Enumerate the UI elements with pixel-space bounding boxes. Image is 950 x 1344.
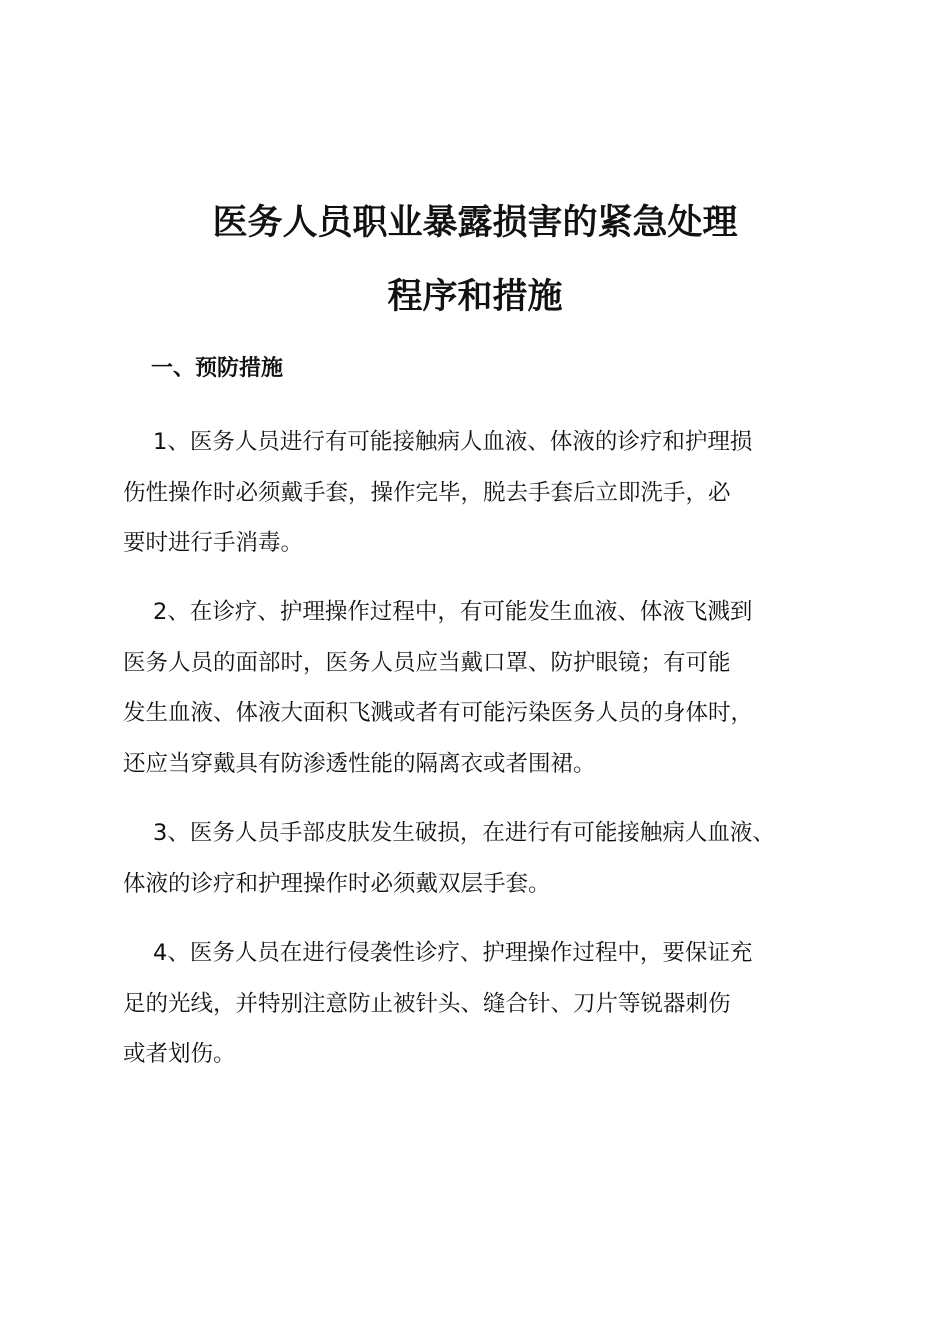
paragraph-3-line-1: 3、医务人员手部皮肤发生破损，在进行有可能接触病人血液、	[153, 820, 775, 846]
paragraph-2-line-4: 还应当穿戴具有防渗透性能的隔离衣或者围裙。	[123, 750, 596, 777]
paragraph-1-line-1: 1、医务人员进行有可能接触病人血液、体液的诊疗和护理损	[153, 429, 753, 455]
paragraph-4-line-3: 或者划伤。	[123, 1041, 236, 1067]
paragraph-4-line-1: 4、医务人员在进行侵袭性诊疗、护理操作过程中，要保证充	[153, 940, 753, 966]
section-heading-prevention: 一、预防措施	[151, 356, 284, 381]
paragraph-2	[123, 587, 839, 789]
paragraph-1	[123, 417, 839, 569]
paragraph-3	[123, 808, 839, 909]
paragraph-2-line-1: 2、在诊疗、护理操作过程中，有可能发生血液、体液飞溅到	[153, 599, 753, 625]
paragraph-2-line-2: 医务人员的面部时，医务人员应当戴口罩、防护眼镜；有可能	[123, 649, 731, 676]
paragraph-4-line-2: 足的光线，并特别注意防止被针头、缝合针、刀片等锐器刺伤	[123, 990, 731, 1017]
paragraph-4	[123, 928, 839, 1080]
paragraph-3-line-2: 体液的诊疗和护理操作时必须戴双层手套。	[123, 870, 551, 897]
document-title-line-2: 程序和措施	[387, 276, 563, 317]
paragraph-2-line-3: 发生血液、体液大面积飞溅或者有可能污染医务人员的身体时，	[123, 700, 754, 726]
paragraph-1-line-2: 伤性操作时必须戴手套，操作完毕，脱去手套后立即洗手，必	[123, 479, 731, 506]
document-title-line-1: 医务人员职业暴露损害的紧急处理	[212, 202, 738, 243]
paragraph-1-line-3: 要时进行手消毒。	[123, 530, 304, 556]
